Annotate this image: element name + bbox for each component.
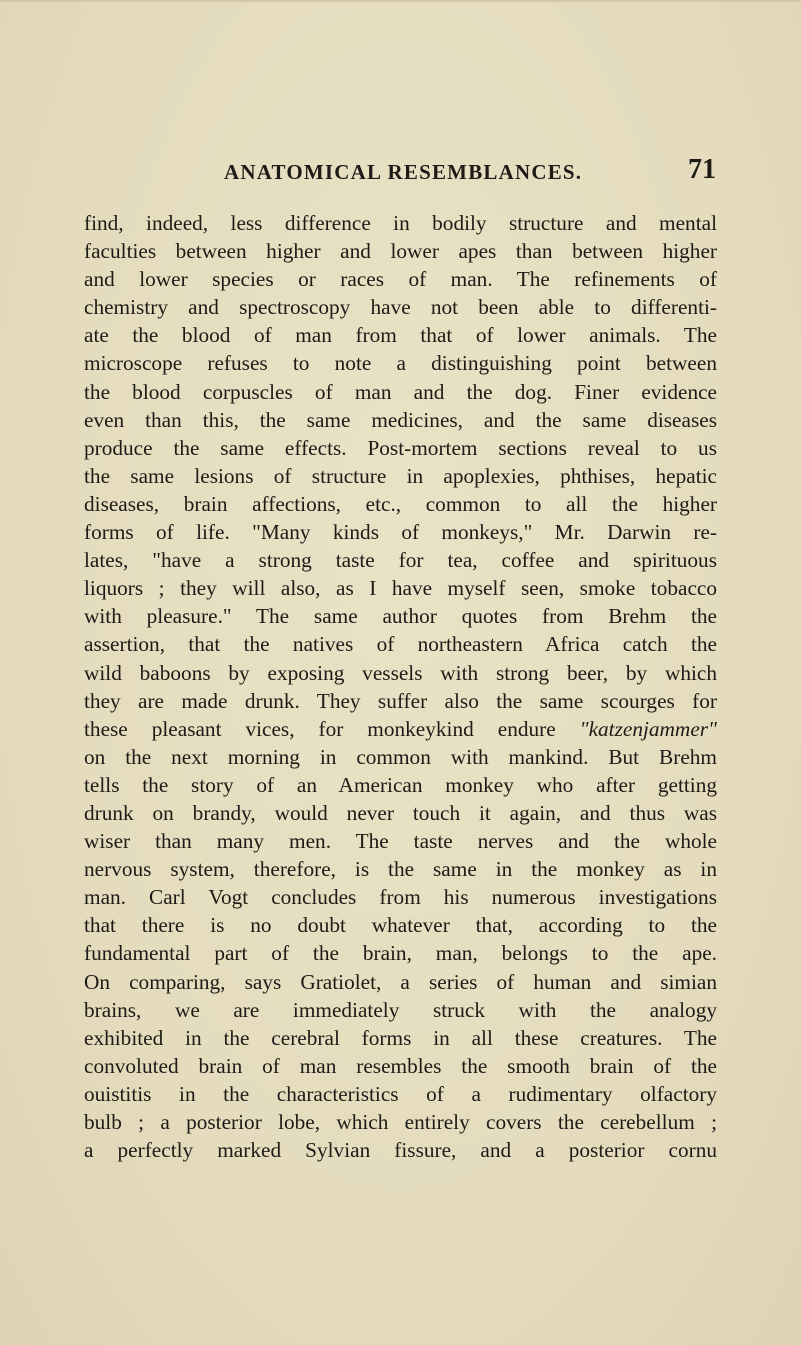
- text-line: produce the same effects. Post-mortem sections reveal to us: [84, 435, 717, 460]
- text-line: diseases, brain affections, etc., common to all the higher: [84, 491, 717, 516]
- text-line: fundamental part of the brain, man, belongs to the ape.: [84, 941, 717, 966]
- text-line: tells the story of an American monkey who after getting: [84, 772, 717, 797]
- text-line: faculties between higher and lower apes than between higher: [84, 239, 717, 264]
- text-line: wiser than many men. The taste nerves and the whole: [84, 829, 717, 854]
- text-line: nervous system, therefore, is the same in the monkey as in: [84, 857, 717, 882]
- text-segment: these pleasant vices, for monkeykind endure: [84, 716, 580, 741]
- text-line: convoluted brain of man resembles the smooth brain of the: [84, 1053, 717, 1078]
- italic-term: "katzenjammer": [579, 716, 717, 741]
- text-line: the same lesions of structure in apoplexies, phthises, hepatic: [84, 463, 717, 488]
- text-line: the blood corpuscles of man and the dog. Finer evidence: [84, 379, 717, 404]
- text-line: with pleasure." The same author quotes from Brehm the: [84, 604, 717, 629]
- text-line: they are made drunk. They suffer also the same scourges for: [84, 688, 717, 713]
- text-line: that there is no doubt whatever that, according to the: [84, 913, 717, 938]
- text-line: bulb ; a posterior lobe, which entirely covers the cerebellum ;: [84, 1110, 717, 1134]
- running-title: ANATOMICAL RESEMBLANCES.: [224, 160, 583, 184]
- text-line: drunk on brandy, would never touch it again, and thus was: [84, 800, 717, 825]
- text-line: lates, "have a strong taste for tea, coffee and spirituous: [84, 548, 717, 573]
- text-line: find, indeed, less difference in bodily structure and mental: [84, 211, 717, 235]
- text-line-with-italic: [84, 715, 717, 743]
- text-line: on the next morning in common with mankind. But Brehm: [84, 744, 717, 769]
- text-line: wild baboons by exposing vessels with strong beer, by which: [84, 660, 717, 685]
- text-line: even than this, the same medicines, and the same diseases: [84, 407, 717, 432]
- text-line: a perfectly marked Sylvian fissure, and a posterior cornu: [84, 1138, 717, 1163]
- text-line: assertion, that the natives of northeastern Africa catch the: [84, 632, 717, 657]
- page-number: 71: [688, 154, 716, 185]
- text-line: ate the blood of man from that of lower animals. The: [84, 323, 717, 348]
- text-line: microscope refuses to note a distinguishing point between: [84, 351, 717, 376]
- text-line: On comparing, says Gratiolet, a series of human and simian: [84, 969, 717, 994]
- text-line: exhibited in the cerebral forms in all these creatures. The: [84, 1025, 717, 1050]
- body-paragraph: [84, 209, 717, 1164]
- text-line: and lower species or races of man. The refinements of: [84, 267, 717, 292]
- text-line: liquors ; they will also, as I have myself seen, smoke tobacco: [84, 576, 717, 601]
- text-line: ouistitis in the characteristics of a rudimentary olfactory: [84, 1081, 717, 1106]
- text-line: chemistry and spectroscopy have not been able to differenti-: [84, 295, 717, 320]
- text-line: brains, we are immediately struck with the analogy: [84, 997, 717, 1022]
- text-line: forms of life. "Many kinds of monkeys," Mr. Darwin re-: [84, 520, 717, 545]
- text-line: man. Carl Vogt concludes from his numerous investigations: [84, 885, 717, 910]
- paper-blemish: [0, 0, 801, 2]
- page-header: [224, 154, 716, 194]
